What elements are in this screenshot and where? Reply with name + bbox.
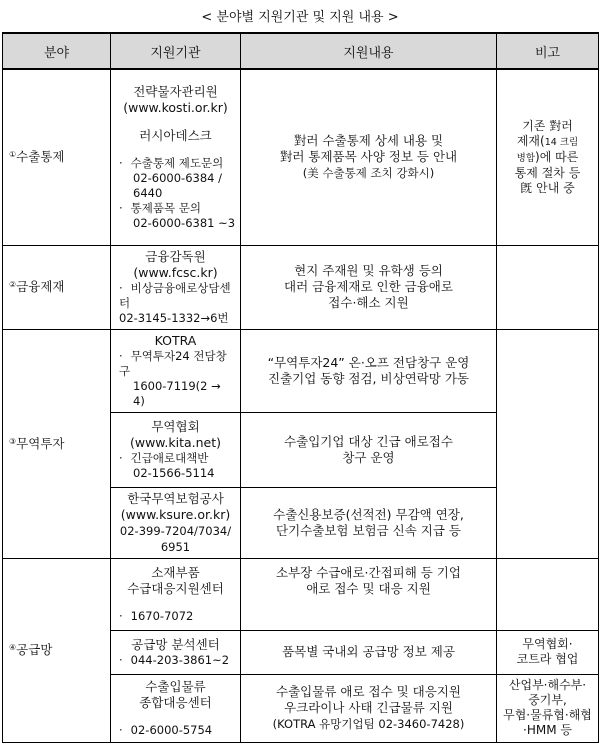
desk-item: · 통제품목 문의 (119, 200, 201, 215)
desk-phone: 02-3145-1332→6번 (119, 310, 229, 325)
desk-item: · 긴급애로대책반 (119, 450, 209, 465)
org-phone: 02-399-7204/7034/ (119, 523, 232, 538)
field-supply (3, 558, 111, 742)
org-ksure (111, 487, 241, 558)
org-name: 무역협회 (151, 418, 200, 434)
field-finance (3, 245, 111, 329)
field-label: 공급망 (16, 642, 53, 657)
marker-2: ② (9, 280, 17, 289)
content-parts: 소부장 수급애로·간접피해 등 기업 애로 접수 및 대응 지원 (241, 558, 497, 630)
desk-phone: · 1670-7072 (119, 608, 194, 623)
org-parts (111, 558, 241, 630)
org-url: (www.kita.net) (129, 434, 221, 450)
org-analysis (111, 630, 241, 674)
note-finance (497, 245, 599, 329)
row-supply-parts (3, 558, 599, 630)
org-name: 금융감독원 (145, 248, 206, 264)
field-label: 금융제재 (16, 279, 65, 294)
content-kita: 수출입기업 대상 긴급 애로접수 창구 운영 (241, 412, 497, 487)
desk-phone: 1600-7119(2 → 4) (133, 378, 221, 408)
org-export-control (111, 69, 241, 245)
desk-phone: 02-1566-5114 (133, 465, 215, 480)
content-export-control: 對러 수출통제 상세 내용 및 對러 통제품목 사양 정보 등 안내 (美 수출통제 조치 강화시) (241, 69, 497, 245)
org-name: KOTRA (154, 332, 197, 348)
content-analysis: 품목별 국내외 공급망 정보 제공 (241, 630, 497, 674)
desk-phone: · 02-6000-5754 (119, 722, 213, 737)
header-org: 지원기관 (111, 33, 241, 69)
content-finance: 현지 주재원 및 유학생 등의 대러 금융제재로 인한 금융애로 접수·해소 지원 (241, 245, 497, 329)
support-table (2, 32, 599, 743)
desk-item: · 무역투자24 전담창구 (119, 348, 227, 378)
note-trade (497, 329, 599, 558)
field-label: 수출통제 (16, 149, 65, 165)
org-logistics (111, 674, 241, 742)
org-name: 수출입물류 (145, 678, 206, 694)
desk-phone: 02-6000-6381 ~3 (133, 215, 236, 230)
content-logistics: 수출입물류 애로 접수 및 대응지원 우크라이나 사태 긴급물류 지원 (KOTRA 유망기업팀 02-3460-7428) (241, 674, 497, 742)
org-url: (www.ksure.or.kr) (120, 506, 231, 522)
org-name: 한국무역보험공사 (127, 490, 224, 506)
field-trade (3, 329, 111, 558)
note-logistics: 산업부·해수부· 중기부, 무협·물류협·해협 ·HMM 등 (497, 674, 599, 742)
desk-item: · 비상금융애로상담센터 (119, 280, 231, 310)
content-kotra: “무역투자24” 온·오프 전담창구 운영 진출기업 동향 점검, 비상연락망 가동 (241, 329, 497, 412)
org-desk-name: 러시아데스크 (139, 127, 212, 143)
note-parts (497, 558, 599, 630)
org-kotra (111, 329, 241, 412)
org-name: 수급대응지원센터 (127, 580, 224, 596)
note-analysis: 무역협회· 코트라 협업 (497, 630, 599, 674)
note-export-control: 기존 對러 제재(14 크림 병합)에 따른 통제 절차 등 旣 안내 중 (497, 69, 599, 245)
header-note: 비고 (497, 33, 599, 69)
field-export-control (3, 69, 111, 245)
org-name: 종합대응센터 (139, 694, 212, 710)
row-trade-kotra (3, 329, 599, 412)
marker-3: ③ (9, 436, 17, 446)
org-url: (www.fcsc.kr) (133, 264, 218, 280)
field-label: 무역투자 (16, 435, 65, 451)
table-caption: < 분야별 지원기관 및 지원 내용 > (201, 10, 399, 25)
header-content: 지원내용 (241, 33, 497, 69)
marker-1: ① (9, 150, 17, 160)
org-name: 소재부품 (151, 564, 200, 580)
org-name: 공급망 분석센터 (131, 636, 220, 652)
content-ksure: 수출신용보증(선적전) 무감액 연장, 단기수출보험 보험금 신속 지급 등 (241, 487, 497, 558)
org-kita (111, 412, 241, 487)
org-url: (www.kosti.or.kr) (123, 99, 228, 115)
desk-phone: 02-6000-6384 / 6440 (133, 170, 222, 200)
org-phone: 6951 (160, 539, 191, 554)
desk-phone: · 044-203-3861~2 (119, 652, 230, 667)
row-export-control (3, 69, 599, 245)
header-field: 분야 (3, 33, 111, 69)
header-row (3, 33, 599, 69)
row-finance (3, 245, 599, 329)
org-finance (111, 245, 241, 329)
desk-item: · 수출통제 제도문의 (119, 155, 224, 170)
marker-4: ④ (9, 643, 17, 652)
org-name: 전략물자관리원 (133, 83, 218, 99)
